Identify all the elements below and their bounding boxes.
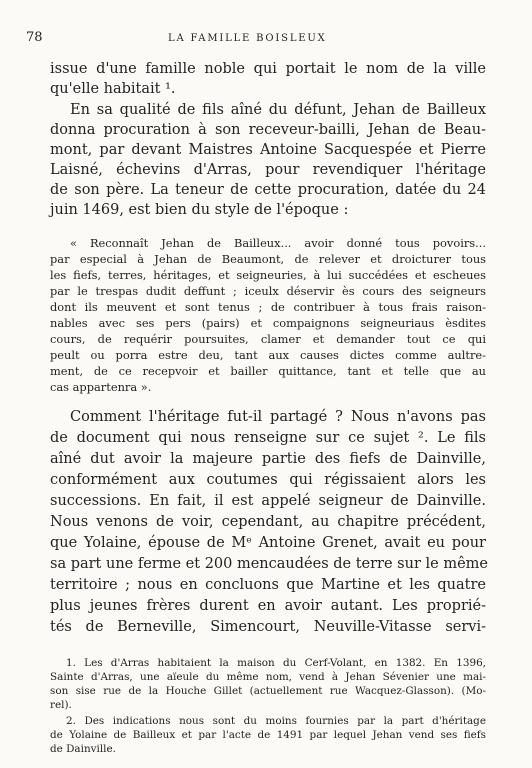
body-line: En sa qualité de fils aîné du défunt, Jehan de Bailleux: [70, 102, 486, 118]
quotation-line: nables avec ses pers (pairs) et compaignons seigneuriaus èsdites: [50, 316, 486, 330]
body-line: Laisné, échevins d'Arras, pour revendiquer l'héritage: [50, 162, 486, 178]
footnote-line: de Yolaine de Bailleux et par l'acte de 1491 par lequel Jehan vend ses fiefs: [50, 729, 486, 741]
running-title: LA FAMILLE BOISLEUX: [168, 33, 327, 44]
body-line: mont, par devant Maistres Antoine Sacquespée et Pierre: [50, 142, 486, 158]
quotation-line: ment, de ce recepvoir et bailler quittance, tant et telle que au: [50, 364, 486, 378]
body-line: juin 1469, est bien du style de l'époque :: [50, 202, 349, 218]
body-line: de document qui nous renseigne sur ce sujet ². Le fils: [50, 430, 486, 446]
footnote-line: son sise rue de la Houche Gillet (actuellement rue Wacquez-Glasson). (Mo-: [50, 685, 486, 697]
quotation-line: par especial à Jehan de Beaumont, de relever et droicturer tous: [50, 252, 486, 266]
body-line: aîné dut avoir la majeure partie des fiefs de Dainville,: [50, 451, 486, 467]
footnote-line: 2. Des indications nous sont du moins fournies par la part d'héritage: [66, 715, 486, 727]
body-line: sa part une ferme et 200 mencaudées de terre sur le même: [50, 556, 488, 572]
quotation-line: cas appartenra ».: [50, 380, 152, 394]
body-line: Comment l'héritage fut-il partagé ? Nous n'avons pas: [70, 409, 486, 425]
body-line: Nous venons de voir, cependant, au chapitre précédent,: [50, 514, 486, 530]
body-line: issue d'une famille noble qui portait le nom de la ville: [50, 61, 486, 77]
body-line: de son père. La teneur de cette procuration, datée du 24: [50, 182, 486, 198]
body-line: conformément aux coutumes qui régissaient alors les: [50, 472, 486, 488]
body-line: que Yolaine, épouse de Mᵉ Antoine Grenet, avait eu pour: [50, 535, 486, 551]
footnote-line: Sainte d'Arras, une aïeule du même nom, vend à Jehan Sévenier une mai-: [50, 671, 486, 683]
quotation-line: cours, de requérir poursuites, clamer et demander tout ce qui: [50, 332, 486, 346]
footnote-line: rel).: [50, 699, 72, 711]
page-number: 78: [26, 30, 43, 45]
footnote-line: de Dainville.: [50, 743, 116, 755]
quotation-line: par le trespas dudit deffunt ; iceulx déservir ès cours des seigneurs: [50, 284, 486, 298]
body-line: territoire ; nous en concluons que Martine et les quatre: [50, 577, 486, 593]
body-line: donna procuration à son receveur-bailli, Jehan de Beau-: [50, 122, 486, 138]
body-line: plus jeunes frères durent en avoir autant. Les proprié-: [50, 598, 486, 614]
quotation-line: dont ils meuvent et sont tenus ; de contribuer à tous frais raison-: [50, 300, 486, 314]
body-line: qu'elle habitait ¹.: [50, 81, 176, 97]
footnote-line: 1. Les d'Arras habitaient la maison du Cerf-Volant, en 1382. En 1396,: [66, 657, 486, 669]
quotation-line: « Reconnaît Jehan de Bailleux... avoir donné tous povoirs...: [70, 236, 486, 250]
quotation-line: les fiefs, terres, héritages, et seigneuries, à lui succédées et escheues: [50, 268, 486, 282]
body-line: tés de Berneville, Simencourt, Neuville-Vitasse servi-: [50, 619, 486, 635]
body-line: successions. En fait, il est appelé seigneur de Dainville.: [50, 493, 486, 509]
quotation-line: peult ou porra estre deu, tant aux causes dictes comme aultre-: [50, 348, 486, 362]
